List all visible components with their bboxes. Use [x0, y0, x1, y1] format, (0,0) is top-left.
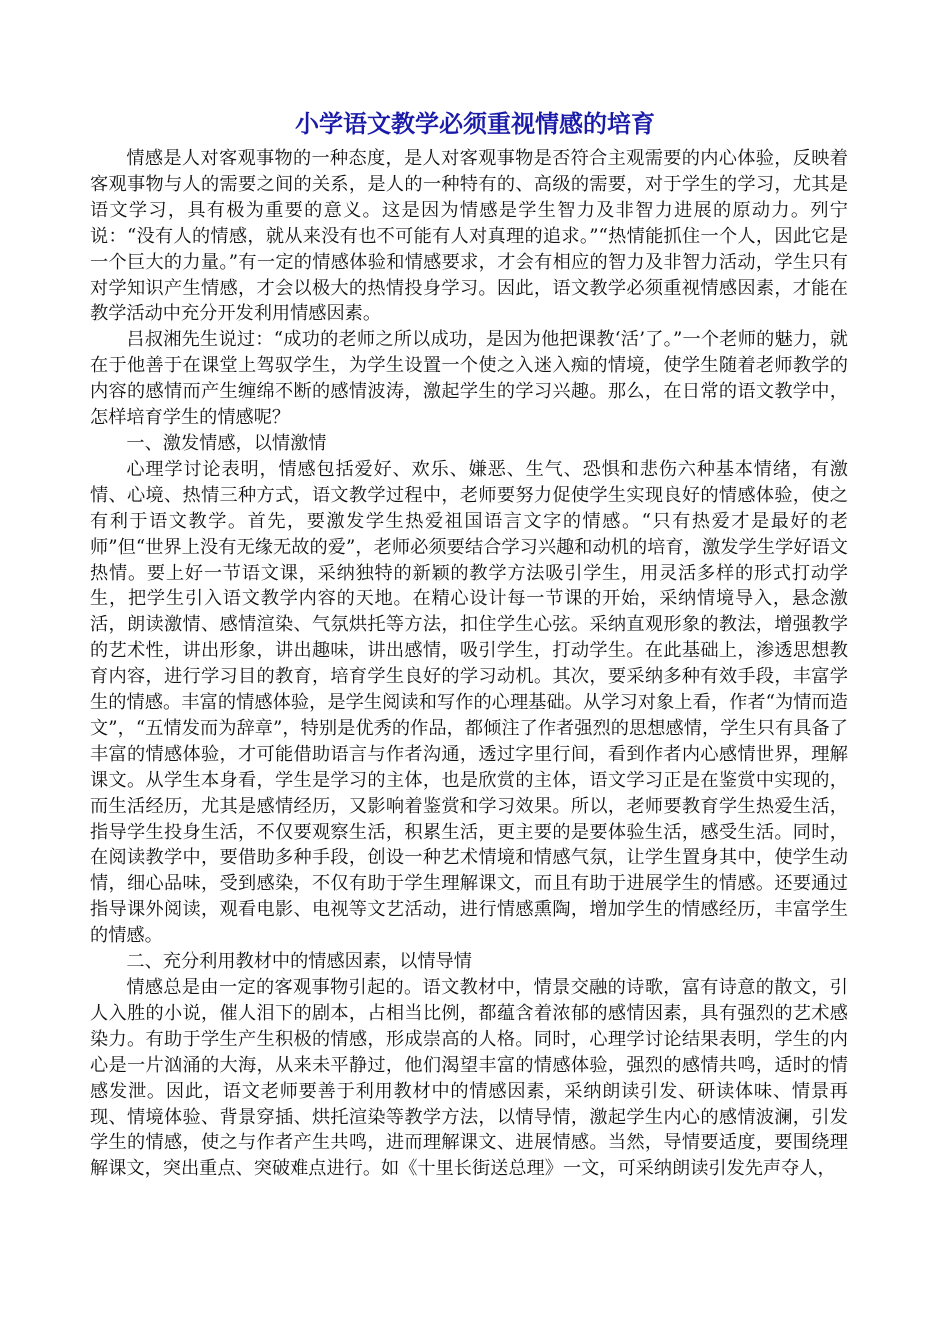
section-heading-1: 一、激发情感，以情激情: [126, 432, 327, 454]
paragraph-section-1: 心理学讨论表明，情感包括爱好、欢乐、嫌恶、生气、恐惧和悲伤六种基本情绪，有激情、心境、热情三种方式，语文教学过程中，老师要努力促使学生实现良好的情感体验，使之有利于语文教学。首先，要激发学生热爱祖国语言文字的情感。“只有热爱才是最好的老师”但“世界上没有无缘无故的爱”，老师必须要结合学习兴趣和动机的培育，激发学生学好语文热情。要上好一节语文课，采纳独特的新颖的教学方法吸引学生，用灵活多样的形式打动学生，把学生引入语文教学内容的天地。在精心设计每一节课的开始，采纳情境导入，悬念激活，朗读激情、感情渲染、气氛烘托等方法，扣住学生心弦。采纳直观形象的教法，增强教学的艺术性，讲出形象，讲出趣味，讲出感情，吸引学生，打动学生。在此基础上，渗透思想教育内容，进行学习目的教育，培育学生良好的学习动机。其次，要采纳多种有效手段，丰富学生的情感。丰富的情感体验，是学生阅读和写作的心理基础。从学习对象上看，作者“为情而造文”，“五情发而为辞章”，特别是优秀的作品，都倾注了作者强烈的思想感情，学生只有具备了丰富的情感体验，才可能借助语言与作者沟通，透过字里行间，看到作者内心感情世界，理解课文。从学生本身看，学生是学习的主体，也是欣赏的主体，语文学习正是在鉴赏中实现的，而生活经历，尤其是感情经历，又影响着鉴赏和学习效果。所以，老师要教育学生热爱生活，指导学生投身生活，不仅要观察生活，积累生活，更主要的是要体验生活，感受生活。同时，在阅读教学中，要借助多种手段，创设一种艺术情境和情感气氛，让学生置身其中，使学生动情，细心品味，受到感染，不仅有助于学生理解课文，而且有助于进展学生的情感。还要通过指导课外阅读，观看电影、电视等文艺活动，进行情感熏陶，增加学生的情感经历，丰富学生的情感。: [90, 458, 848, 947]
section-heading-2: 二、充分利用教材中的情感因素，以情导情: [126, 951, 472, 973]
document-body: [90, 146, 848, 1182]
document-title: 小学语文教学必须重视情感的培育: [295, 109, 655, 138]
paragraph-lu-shuxiang-quote: 吕叔湘先生说过：“成功的老师之所以成功，是因为他把课教‘活’了。”一个老师的魅力，就在于他善于在课堂上驾驭学生，为学生设置一个使之入迷入痴的情境，使学生随着老师教学的内容的感情而产生缠绵不断的感情波涛，激起学生的学习兴趣。那么，在日常的语文教学中，怎样培育学生的情感呢？: [90, 329, 848, 429]
paragraph-intro: 情感是人对客观事物的一种态度，是人对客观事物是否符合主观需要的内心体验，反映着客观事物与人的需要之间的关系，是人的一种特有的、高级的需要，对于学生的学习，尤其是语文学习，具有极为重要的意义。这是因为情感是学生智力及非智力进展的原动力。列宁说：“没有人的情感，就从来没有也不可能有人对真理的追求。”“热情能抓住一个人，因此它是一个巨大的力量。”有一定的情感体验和情感要求，才会有相应的智力及非智力活动，学生只有对学知识产生情感，才会以极大的热情投身学习。因此，语文教学必须重视情感因素，才能在教学活动中充分开发利用情感因素。: [90, 148, 848, 325]
paragraph-section-2: 情感总是由一定的客观事物引起的。语文教材中，情景交融的诗歌，富有诗意的散文，引人入胜的小说，催人泪下的剧本，占相当比例，都蕴含着浓郁的感情因素，具有强烈的艺术感染力。有助于学生产生积极的情感，形成崇高的人格。同时，心理学讨论结果表明，学生的内心是一片汹涌的大海，从来未平静过，他们渴望丰富的情感体验，强烈的感情共鸣，适时的情感发泄。因此，语文老师要善于利用教材中的情感因素，采纳朗读引发、研读体味、情景再现、情境体验、背景穿插、烘托渲染等教学方法，以情导情，激起学生内心的感情波澜，引发学生的情感，使之与作者产生共鸣，进而理解课文、进展情感。当然，导情要适度，要围绕理解课文，突出重点、突破难点进行。如《十里长街送总理》一文，可采纳朗读引发先声夺人，: [90, 977, 848, 1180]
